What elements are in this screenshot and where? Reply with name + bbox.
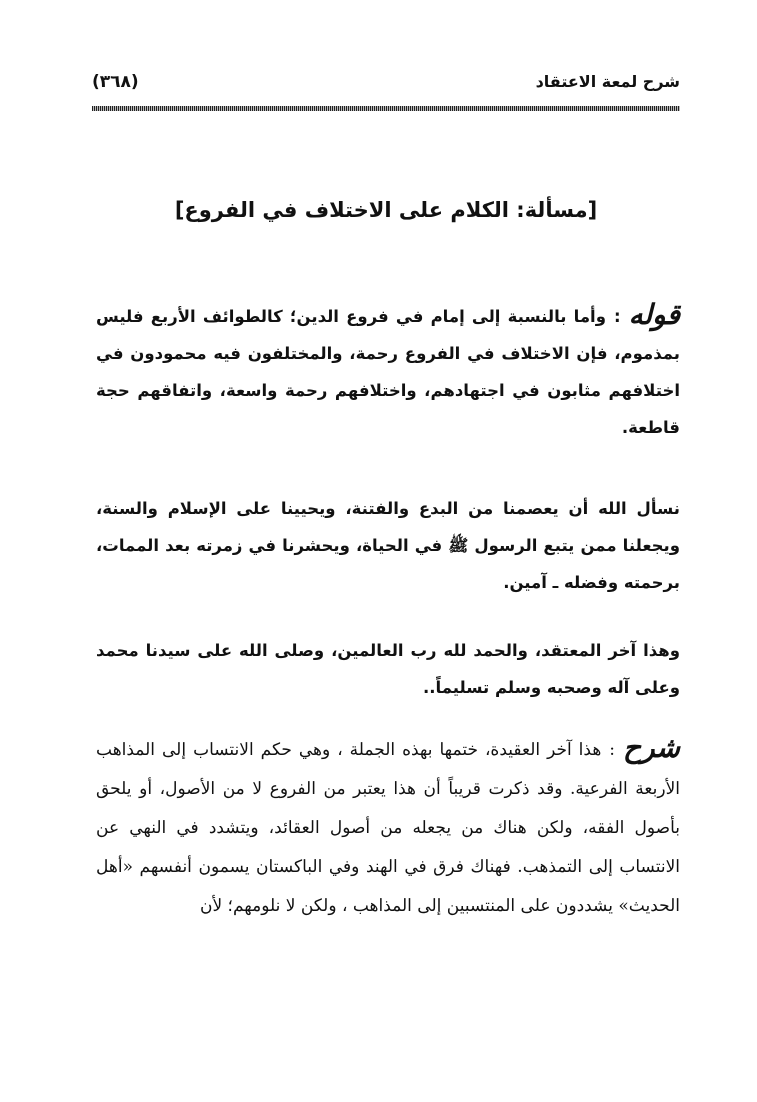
supplication-paragraph: نسأل الله أن يعصمنا من البدع والفتنة، ويحيينا على الإسلام والسنة، ويجعلنا ممن يتبع الرسول ﷺ في الحياة، ويحشرنا في زمرته بعد الممات، برحمته وفضله ـ آمين. (96, 499, 680, 592)
sharh-separator: : (609, 740, 616, 760)
section-heading: [مسألة: الكلام على الاختلاف في الفروع] (174, 198, 598, 222)
sharh-text: هذا آخر العقيدة، ختمها بهذه الجملة ، وهي حكم الانتساب إلى المذاهب الأربعة الفرعية. وقد ذكرت قريباً أن هذا يعتبر من الفروع لا من الأصول، أو يلحق بأصول الفقه، ولكن هناك من يجعله من أصول العقائد، ويتشدد في النهي عن الانتساب إلى التمذهب. فهناك فرق في الهند وفي الباكستان يسمون أنفسهم «أهل الحديث» يشددون على المنتسبين إلى المذاهب ، ولكن لا نلومهم؛ لأن (96, 740, 680, 916)
qawluhu-lead-word: قوله (628, 298, 680, 331)
closing-paragraph: وهذا آخر المعتقد، والحمد لله رب العالمين، وصلى الله على سيدنا محمد وعلى آله وصحبه وسلم تسليماً.. (96, 641, 680, 697)
page-number: (٣٦٨) (92, 72, 139, 92)
qawluhu-paragraph (96, 296, 680, 446)
sharh-paragraph (96, 728, 680, 926)
qawluhu-separator: : (613, 307, 621, 326)
sharh-lead-word: شرح (623, 731, 680, 764)
header-divider (92, 106, 680, 111)
running-title: شرح لمعة الاعتقاد (535, 72, 680, 91)
qawluhu-text: وأما بالنسبة إلى إمام في فروع الدين؛ كالطوائف الأربع فليس بمذموم، فإن الاختلاف في الفروع رحمة، والمختلفون فيه محمودون في اختلافهم مثابون في اجتهادهم، واختلافهم رحمة واسعة، واتفاقهم حجة قاطعة. (96, 307, 680, 437)
page-header (92, 72, 680, 98)
